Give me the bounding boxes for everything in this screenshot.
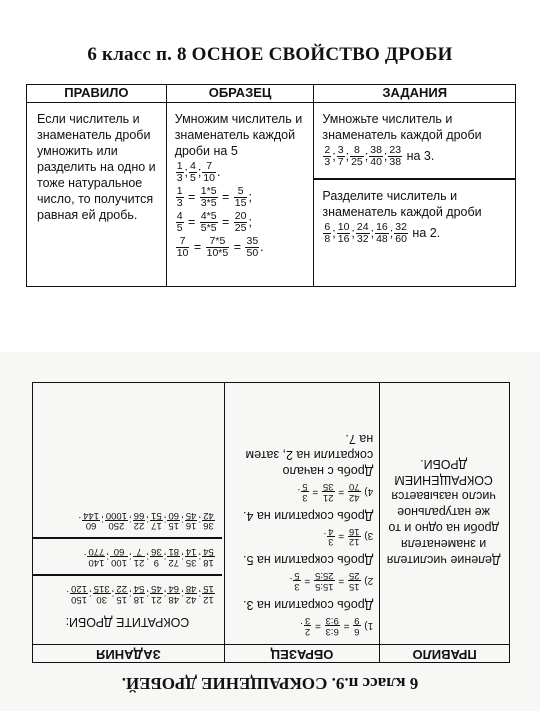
fraction — [115, 583, 128, 604]
fraction — [356, 222, 370, 245]
task2-fractions — [322, 222, 509, 245]
math-symbol: = — [340, 620, 353, 632]
fraction — [189, 161, 197, 184]
denominator: 66 — [133, 509, 145, 521]
header-rule: ПРАВИЛО — [27, 85, 167, 103]
denominator: 25 — [351, 155, 363, 168]
reduction-examples — [225, 421, 379, 645]
header-tasks: ЗАДАНИЯ — [314, 85, 516, 103]
math-symbol: ; — [146, 514, 150, 526]
numerator: 150 — [71, 594, 87, 606]
numerator: 12 — [348, 536, 360, 548]
fraction — [348, 571, 361, 592]
math-symbol: ; — [248, 189, 252, 204]
numerator: 4*5 — [200, 209, 217, 222]
example-equation — [175, 236, 308, 259]
rule-table — [26, 84, 516, 287]
rule-cell — [27, 102, 167, 286]
numerator: 18 — [133, 594, 145, 606]
fraction — [167, 510, 180, 531]
math-symbol: = — [184, 214, 199, 229]
fraction — [105, 510, 128, 531]
page-section-9 — [0, 352, 540, 711]
numerator: 2 — [304, 626, 311, 638]
example-equations — [175, 186, 308, 259]
fraction — [200, 211, 218, 234]
fraction — [176, 236, 190, 259]
upside-down-page — [0, 352, 540, 711]
denominator: 5 — [176, 221, 183, 234]
denominator: 4 — [328, 525, 334, 537]
math-symbol: = — [184, 189, 199, 204]
fraction — [314, 571, 335, 592]
math-symbol: = — [218, 214, 233, 229]
rule-text: Если числитель и знаменатель дроби умножить или разделить на одно и тоже натуральное число, то получится равная ей дробь. — [37, 111, 156, 222]
reduction-example — [229, 615, 373, 636]
numerator: 1*5 — [200, 184, 217, 197]
numerator: 3 — [302, 491, 308, 503]
denominator: 48 — [376, 232, 388, 245]
fraction — [202, 510, 215, 531]
math-symbol: ; — [197, 164, 202, 179]
fraction — [150, 510, 163, 531]
math-symbol: ; — [111, 588, 115, 600]
bottom-page-title: 6 класс п.9. СОКРАЩЕНИЕ ДРОБЕЙ. — [121, 674, 419, 693]
math-symbol: ; — [184, 164, 189, 179]
bottom-content-row — [33, 383, 510, 645]
denominator: 16 — [337, 232, 350, 245]
reduction-table — [32, 382, 510, 663]
denominator: 16 — [348, 525, 360, 537]
example-cell — [166, 102, 314, 286]
denominator: 32 — [356, 232, 369, 245]
fraction — [133, 583, 146, 604]
denominator: 25:5 — [315, 570, 334, 582]
bottom-tasks-cell — [33, 383, 225, 645]
math-symbol: ; — [198, 514, 202, 526]
fraction — [327, 526, 334, 547]
denominator: 3*5 — [200, 196, 217, 209]
fraction — [304, 615, 311, 636]
denominator: 81 — [168, 546, 180, 558]
denominator: 54 — [203, 546, 214, 558]
numerator: 12 — [203, 594, 214, 606]
math-symbol: ; — [128, 514, 132, 526]
denominator: 770 — [88, 546, 105, 558]
page-title: 6 класс п. 8 ОСНОЕ СВОЙСТВО ДРОБИ — [87, 44, 453, 65]
task1-fractions — [322, 145, 509, 168]
example-number: 4) — [361, 485, 374, 497]
math-symbol: ; — [198, 588, 202, 600]
denominator: 9:3 — [325, 615, 339, 627]
task-row-divider — [33, 538, 222, 540]
numerator: 1 — [176, 159, 183, 172]
fraction — [185, 510, 198, 531]
numerator: 48 — [168, 594, 180, 606]
numerator: 6 — [324, 220, 331, 233]
denominator: 5*5 — [200, 221, 217, 234]
math-symbol: ; — [163, 551, 167, 563]
numerator: 7*5 — [206, 236, 230, 248]
numerator: 10 — [337, 220, 350, 233]
numerator: 60 — [82, 520, 100, 531]
math-symbol: . — [260, 239, 264, 254]
denominator: 54 — [133, 583, 145, 595]
reduction-example — [229, 481, 373, 502]
math-symbol: ; — [146, 588, 150, 600]
fraction — [70, 583, 88, 604]
denominator: 51 — [151, 509, 162, 521]
bottom-header-example: ОБРАЗЕЦ — [224, 645, 379, 663]
math-symbol: . — [83, 551, 87, 563]
task-row-divider — [33, 574, 222, 576]
content-row — [27, 102, 516, 286]
fraction — [234, 186, 248, 209]
fraction — [337, 222, 351, 245]
reduce-task-title: СОКРАТИТЕ ДРОБИ: — [65, 615, 190, 630]
math-symbol: = — [335, 575, 347, 587]
denominator: 15 — [234, 196, 247, 209]
denominator: 45 — [185, 509, 197, 521]
math-symbol: ; — [88, 588, 92, 600]
fraction — [375, 222, 389, 245]
fraction — [322, 481, 335, 502]
reduction-note: Дробь сократили на 3. — [243, 598, 374, 613]
fraction — [150, 547, 163, 568]
math-symbol: = — [309, 485, 321, 497]
math-symbol: ; — [198, 551, 202, 563]
math-symbol: . — [297, 485, 301, 497]
math-symbol: . — [323, 530, 327, 542]
numerator: 3 — [337, 143, 344, 156]
fraction — [293, 571, 300, 592]
denominator: 9 — [354, 615, 360, 627]
numerator: 250 — [105, 520, 128, 531]
math-symbol: = — [230, 239, 245, 254]
header-example: ОБРАЗЕЦ — [166, 85, 314, 103]
numerator: 15 — [348, 581, 360, 593]
numerator: 5 — [234, 186, 248, 198]
fraction — [350, 145, 364, 168]
math-symbol: ; — [248, 214, 252, 229]
math-symbol: ; — [163, 588, 167, 600]
denominator: 25 — [234, 221, 247, 234]
math-symbol: . — [300, 620, 303, 632]
numerator: 9 — [150, 556, 163, 567]
header-row — [27, 85, 516, 103]
numerator: 21 — [322, 491, 334, 503]
math-symbol: = — [312, 620, 324, 632]
numerator: 36 — [203, 520, 214, 532]
math-symbol: ; — [163, 514, 167, 526]
math-symbol: = — [335, 485, 347, 497]
math-symbol: . — [217, 164, 221, 179]
denominator: 5 — [190, 171, 196, 184]
fraction — [202, 583, 215, 604]
reduce-task-row — [37, 506, 218, 535]
reduce-task-row — [37, 579, 218, 608]
task2-text: Разделите числитель и знаменатель каждой дроби — [322, 188, 482, 219]
numerator: 18 — [203, 557, 214, 569]
fraction — [200, 186, 218, 209]
example-intro: Умножим числитель и знаменатель каждой дроби на 5 — [174, 111, 303, 158]
numerator: 4 — [176, 209, 183, 222]
math-symbol: ; — [332, 148, 336, 163]
denominator: 120 — [71, 583, 87, 595]
numerator: 140 — [88, 557, 105, 569]
reduction-note: Дробь сократили на 5. — [243, 553, 374, 568]
math-symbol: ; — [389, 225, 394, 240]
page-section-8 — [0, 0, 540, 352]
bottom-header-rule: ПРАВИЛО — [380, 645, 510, 663]
bottom-rule-text: Деление числителя и знаменателя дроби на одно и то же натуральное число называется СОКРАЩЕНИЕМ ДРОБИ. — [386, 457, 501, 568]
numerator: 3 — [328, 536, 334, 548]
numerator: 35 — [246, 234, 259, 247]
numerator: 2 — [324, 143, 331, 156]
numerator: 38 — [370, 143, 382, 156]
fraction — [176, 186, 184, 209]
numerator: 4 — [190, 159, 196, 172]
denominator: 3 — [304, 615, 311, 627]
math-symbol: ; — [370, 225, 375, 240]
denominator: 10 — [203, 171, 216, 184]
reduction-note: Дробь сократили на 4. — [243, 508, 374, 523]
numerator: 35 — [185, 557, 197, 569]
fraction — [176, 161, 184, 184]
denominator: 36 — [151, 546, 162, 558]
denominator: 10*5 — [206, 246, 229, 259]
denominator: 144 — [83, 509, 100, 521]
fraction — [388, 145, 402, 168]
denominator: 315 — [93, 583, 110, 595]
math-symbol: = — [301, 575, 314, 587]
fraction — [206, 236, 230, 259]
denominator: 15 — [203, 583, 214, 595]
numerator: 21 — [151, 594, 162, 606]
numerator: 6:3 — [325, 626, 339, 638]
math-symbol: ; — [101, 514, 104, 526]
numerator: 30 — [93, 593, 111, 604]
fraction — [394, 222, 408, 245]
numerator: 42 — [348, 491, 360, 503]
bottom-header-tasks: ЗАДАНИЯ — [33, 645, 225, 663]
example-fraction-list — [175, 161, 308, 184]
numerator: 24 — [356, 220, 369, 233]
math-symbol: ; — [364, 148, 369, 163]
fraction — [337, 145, 345, 168]
math-symbol: . — [289, 575, 293, 587]
math-symbol: ; — [128, 588, 132, 600]
fraction — [185, 583, 198, 604]
example-number: 3) — [361, 530, 374, 542]
denominator: 40 — [370, 155, 382, 168]
math-symbol: ; — [146, 551, 150, 563]
fraction — [82, 510, 100, 531]
fraction — [93, 583, 111, 604]
task-suffix: на 3. — [403, 148, 435, 163]
math-symbol: ; — [181, 514, 184, 526]
fraction — [87, 547, 105, 568]
numerator: 7 — [176, 236, 190, 248]
denominator: 70 — [348, 480, 360, 492]
math-symbol: ; — [106, 551, 110, 563]
denominator: 7 — [337, 155, 344, 168]
example-number: 2) — [361, 575, 374, 587]
fraction — [325, 615, 340, 636]
numerator: 1 — [176, 184, 183, 197]
denominator: 3 — [176, 196, 183, 209]
denominator: 10 — [176, 246, 189, 259]
example-equation — [175, 186, 308, 209]
numerator: 8 — [350, 145, 364, 157]
math-symbol: . — [66, 588, 70, 600]
fraction — [245, 236, 259, 259]
math-symbol: ; — [181, 551, 184, 563]
bottom-header-row — [33, 645, 510, 663]
fraction — [167, 583, 180, 604]
math-symbol: = — [190, 239, 205, 254]
denominator: 25 — [348, 570, 360, 582]
math-symbol: ; — [383, 148, 388, 163]
numerator: 21 — [133, 557, 145, 569]
denominator: 7 — [136, 546, 142, 558]
math-symbol: = — [335, 530, 347, 542]
fraction — [323, 222, 331, 245]
denominator: 35 — [322, 480, 334, 492]
math-symbol: ; — [345, 148, 350, 163]
denominator: 60 — [395, 232, 407, 245]
denominator: 42 — [203, 509, 214, 521]
fraction — [348, 481, 361, 502]
numerator: 16 — [185, 520, 197, 532]
reduce-task-rows — [37, 506, 218, 609]
denominator: 8 — [324, 232, 331, 245]
fraction — [353, 615, 360, 636]
fraction — [110, 547, 128, 568]
numerator: 17 — [151, 520, 162, 532]
fraction — [202, 547, 215, 568]
fraction — [301, 481, 308, 502]
denominator: 5 — [294, 570, 300, 582]
numerator: 72 — [168, 557, 180, 569]
tasks-cell — [314, 102, 516, 286]
denominator: 3 — [176, 171, 183, 184]
numerator: 6 — [354, 626, 360, 638]
numerator: 100 — [111, 557, 127, 569]
numerator: 16 — [376, 220, 388, 233]
example-number: 1) — [361, 620, 374, 632]
denominator: 60 — [168, 509, 180, 521]
math-symbol: ; — [351, 225, 355, 240]
denominator: 60 — [113, 546, 125, 558]
fraction — [369, 145, 383, 168]
numerator: 23 — [389, 143, 402, 156]
numerator: 22 — [133, 520, 145, 532]
reduce-task-row — [37, 543, 218, 572]
fraction — [133, 510, 146, 531]
bottom-example-cell — [224, 383, 379, 645]
denominator: 38 — [389, 155, 402, 168]
numerator: 20 — [234, 209, 247, 222]
fraction — [348, 526, 361, 547]
reduction-note: Дробь с начало сократили на 2, затем на 7. — [245, 431, 374, 478]
numerator: 32 — [395, 220, 407, 233]
fraction — [185, 547, 198, 568]
task-divider — [314, 178, 515, 180]
denominator: 64 — [168, 583, 180, 595]
math-symbol: ; — [332, 225, 336, 240]
denominator: 1000 — [105, 509, 127, 521]
numerator: 7 — [202, 161, 216, 173]
fraction — [323, 145, 331, 168]
reduction-example — [229, 571, 373, 592]
fraction — [167, 547, 180, 568]
denominator: 5 — [302, 480, 308, 492]
math-symbol: ; — [181, 588, 184, 600]
task-suffix: на 2. — [408, 225, 441, 240]
numerator: 15 — [168, 520, 180, 532]
denominator: 22 — [116, 583, 127, 595]
numerator: 15 — [116, 594, 127, 606]
fraction — [234, 211, 248, 234]
bottom-rule-cell — [380, 383, 510, 645]
denominator: 3 — [324, 155, 331, 168]
math-symbol: . — [78, 514, 82, 526]
task1-text: Умножьте числитель и знаменатель каждой дроби — [322, 111, 482, 142]
denominator: 50 — [246, 246, 259, 259]
reduction-example — [229, 526, 373, 547]
fraction — [202, 161, 216, 184]
denominator: 45 — [151, 583, 162, 595]
numerator: 42 — [185, 594, 197, 606]
fraction — [176, 211, 184, 234]
denominator: 14 — [185, 546, 197, 558]
numerator: 15:5 — [315, 581, 334, 593]
fraction — [133, 547, 146, 568]
math-symbol: = — [218, 189, 233, 204]
numerator: 3 — [294, 581, 300, 593]
fraction — [150, 583, 163, 604]
denominator: 48 — [185, 583, 197, 595]
math-symbol: ; — [128, 551, 132, 563]
example-equation — [175, 211, 308, 234]
